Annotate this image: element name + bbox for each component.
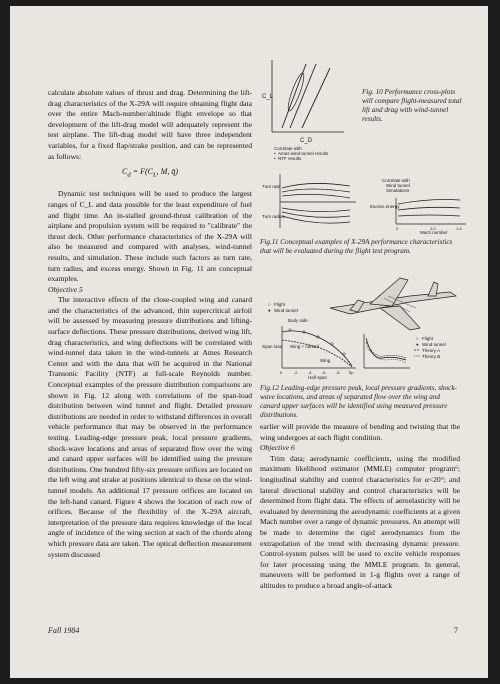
fig11-curve: [282, 194, 350, 198]
fig12-legend-item: Theory A: [422, 348, 441, 353]
fig11-turn-rate: Turn rate: [262, 184, 281, 189]
fig10-curve: [302, 68, 330, 128]
fig12-legend-item: Theory B: [422, 354, 441, 359]
fig12-pressure-curve: [366, 342, 406, 358]
left-column: [48, 88, 252, 560]
fig12-wing-canard: Wing + canard: [290, 344, 320, 349]
fig12-legend-item: Flight: [422, 336, 434, 341]
right-column: [260, 422, 460, 592]
paragraph: The interactive effects of the close-coupled wing and canard and the characteristics of the advanced, thin supercritical airfoil will be assessed by measuring pressure distributions and lifting-surface deflections. These pressure distributions, derived wing lift, drag characteristics, and wing deflections will be correlated with wind-tunnel data taken in the wind-tunnels at Ames Research Center and with the data that will be acquired in the National Transonic Facility (NTF) at full-scale Reynolds number. Conceptual examples of the pressure distribution comparisons are shown in Fig. 12 along with correlations of the span-load distribution between wind tunnel and flight. Detailed pressure distributions are needed in order to withstand differences in overall vehicle performance that may be observed in the performance testing. Leading-edge pressure peak, local pressure gradients, shock-wave locations and areas of separated flow over the wing and canard upper surfaces will be identified using the pressure distributions. One hundred fifty-six pressure orifices are located on the left wing and strake at positions identical to those on the wind-tunnel models. An additional 17 pressure orifices are located on the left-hand canard. Figure 4 shows the location of each row of orifices. Because of the flexibility of the X-29A aircraft, interpretation of the pressure data requires knowledge of the local angle of incidence of the wing section at each of the chords along which pressure data are taken. The optical deflection measurement system discussed: [48, 295, 252, 559]
fig12-legend-item: Flight: [274, 302, 286, 307]
fig12-x-tick: 0: [280, 370, 283, 375]
fig10-legend-item: Ames wind-tunnel results: [278, 151, 329, 156]
svg-text:○: ○: [268, 302, 271, 307]
fig11-curve: [282, 189, 350, 192]
journal-page: [10, 6, 488, 678]
fig10-legend-title: Correlate with: [274, 146, 302, 151]
fig11-curve: [282, 212, 350, 217]
fig12-x-tick: .6: [322, 370, 326, 375]
fig12-x-tick: .8: [336, 370, 340, 375]
fig11-legend-item: Simulations: [386, 188, 410, 193]
fig11-curve: [398, 215, 460, 216]
svg-text:●: ●: [268, 308, 271, 313]
page-number: 7: [454, 626, 458, 635]
fig11-curve: [282, 183, 350, 188]
fig12-x-tick: Tip: [348, 370, 354, 375]
fig11-x-tick: 1.0: [430, 226, 436, 231]
figure-12: [260, 268, 470, 380]
section-heading: Objective 5: [48, 284, 83, 294]
fig11-excess-energy: Excess energy: [370, 204, 400, 209]
fig11-curve: [282, 208, 350, 212]
fig11-legend-item: Wind tunnel: [386, 183, 410, 188]
fig10-x-label: C_D: [300, 138, 313, 144]
paragraph: Trim data; aerodynamic coefficients, using the modified maximum likelihood estimator (MMLE) computer program⁶; longitudinal stability and control characteristics for α<20°; and lateral directional stability and control characteristics will be determined from flight data. The effects of aeroelasticity will be evaluated by determining the aerodynamic coefficients at a given Mach number over a range of dynamic pressures. An attempt will be made to determine the rigid aerodynamics from the extrapolation of the trend with decreasing dynamic pressure. Control-system pulses will be used to excite vehicle responses for later processing using the MMLE program. In general, maneuvers will be performed in 1-g flights over a range of altitudes to produce a broad angle-of-attack: [260, 453, 460, 590]
fig10-y-label: C_L: [262, 94, 274, 100]
fig11-x-label: Mach number: [420, 230, 448, 235]
fig11-caption: Fig.11 Conceptual examples of X-29A performance characteristics that will be evaluated during the flight test program.: [260, 238, 453, 255]
paragraph: Dynamic test techniques will be used to produce the largest ranges of C_L and data possible for the least expenditure of fuel and flight time. An in-stalled ground-thrust calibration of the airplane and propulsion system will be required to "calibrate" the thrust deck. Other performance characteristics of the X-29A will also be measured and compared with analyses, wind-tunnel results, and simulation. These include such factors as turn rate, turn radius, and excess energy. Shown in Fig. 11 are conceptual examples.: [48, 189, 252, 284]
fig12-x-tick: .2: [294, 370, 298, 375]
fig12-legend-item: Wind tunnel: [422, 342, 446, 347]
fig10-data-band: [285, 72, 306, 112]
svg-text:•: •: [274, 156, 276, 161]
fig12-y-label: Span load: [262, 344, 283, 349]
fig10-caption: Fig. 10 Performance cross-plots will compare flight-measured total lift and drag with wind-tunnel results.: [362, 88, 462, 123]
fig12-legend-item: Wind tunnel: [274, 308, 298, 313]
section-heading: Objective 6: [260, 443, 295, 453]
svg-text:●: ●: [416, 342, 419, 347]
fig11-curve: [398, 207, 460, 210]
svg-text:•: •: [274, 151, 276, 156]
figure-11: [260, 164, 470, 234]
fig11-x-tick: 0: [396, 226, 399, 231]
fig12-wing: Wing: [320, 358, 331, 363]
fig12-pressure-curve: [366, 346, 406, 363]
svg-text:○: ○: [416, 336, 419, 341]
issue-label: Fall 1984: [48, 626, 80, 635]
aircraft-illustration: [330, 278, 456, 330]
fig10-legend-item: NTF results: [278, 156, 302, 161]
fig12-x-label: Half span: [308, 375, 328, 380]
fig12-body-side: Body side: [288, 318, 308, 323]
fig12-x-tick: .4: [308, 370, 312, 375]
fig12-pressure-curve: [366, 338, 406, 360]
fig12-caption: Fig.12 Leading-edge pressure peak, local pressure gradients, shock-wave locations, and areas of separated flow over the wing and canard upper surfaces will be identified using measured pressure distributions.: [260, 384, 457, 419]
fig11-turn-radius: Turn radius: [262, 214, 285, 219]
paragraph: earlier will provide the measure of bending and twisting that the wing undergoes at each flight condition.: [260, 422, 460, 442]
paragraph: calculate absolute values of thrust and drag. Determining the lift-drag characteristics of the X-29A will require obtaining flight data over the entire Mach-number/altitude flight envelope so that development of the lift-drag model will adequately represent the test airplane. The lift-drag model will have three independent variables, for a fixed flap/strake position, and can be represented as follows:: [48, 88, 252, 161]
equation: $C_d = F(C_L$, M, q̄): [122, 167, 178, 179]
fig11-legend-title: Correlate with: [382, 178, 410, 183]
figure-10: [260, 54, 350, 164]
fig11-curve: [398, 200, 460, 205]
fig11-x-tick: 1.5: [456, 226, 462, 231]
